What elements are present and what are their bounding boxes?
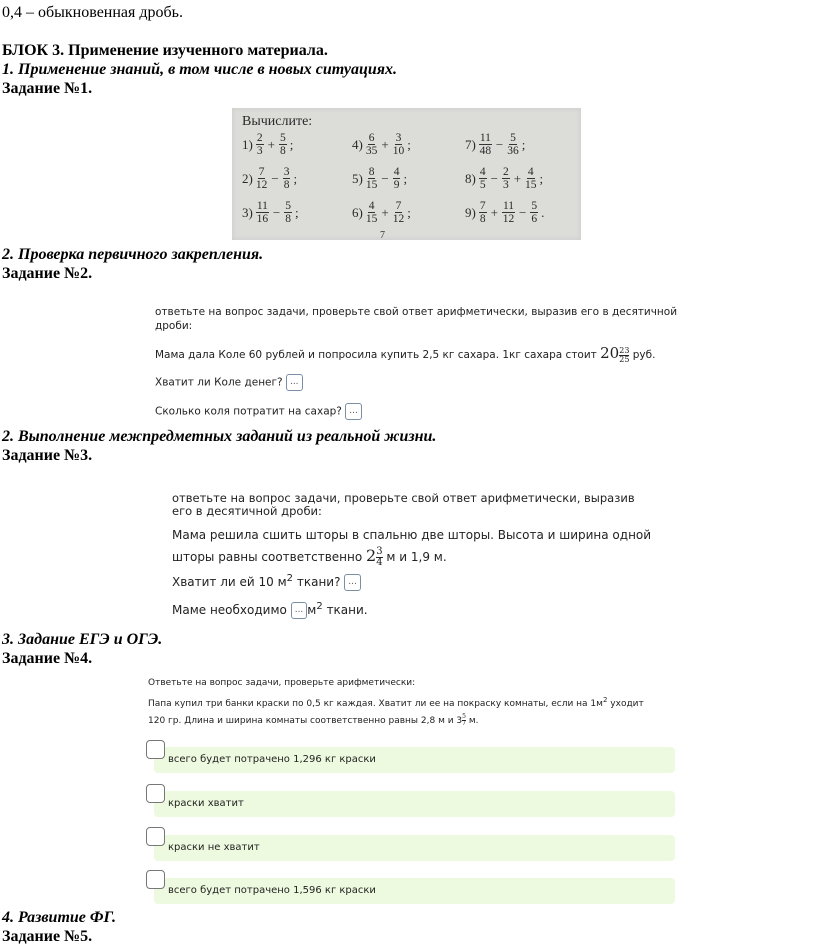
- fraction: [502, 200, 515, 225]
- operator: −: [381, 170, 389, 186]
- width-numerator: 5: [462, 713, 466, 720]
- operator: −: [519, 204, 527, 220]
- task4-text: [148, 675, 644, 730]
- option-label: всего будет потрачено 1,296 кг краски: [168, 754, 376, 765]
- fraction: [479, 166, 487, 191]
- task3-instruction-line2: его в десятичной дроби:: [172, 504, 322, 518]
- numerator: 11: [479, 132, 491, 144]
- task2-problem: [155, 343, 655, 365]
- option-label: всего будет потрачено 1,596 кг краски: [168, 885, 376, 896]
- section3-heading: 2. Выполнение межпредметных заданий из реальной жизни.: [2, 428, 437, 445]
- numerator: 5: [279, 132, 286, 144]
- fraction: [284, 200, 292, 225]
- denominator: 36: [507, 145, 519, 157]
- answer-option[interactable]: [154, 747, 675, 773]
- exercise-number: 4): [352, 136, 363, 152]
- section1-heading: 1. Применение знаний, в том числе в новых ситуациях.: [2, 61, 397, 78]
- answer-input[interactable]: ...: [291, 602, 308, 619]
- punctuation: ;: [521, 136, 526, 152]
- denominator: 3: [256, 145, 263, 157]
- intro-line: 0,4 – обыкновенная дробь.: [2, 4, 183, 21]
- task3-label: Задание №3.: [2, 447, 93, 464]
- fraction: [530, 200, 538, 225]
- exercise-item: [465, 200, 544, 225]
- punctuation: .: [541, 204, 545, 220]
- option-label: краски не хватит: [168, 842, 260, 853]
- numerator: 11: [256, 200, 268, 212]
- denominator: 15: [365, 213, 378, 225]
- denominator: 5: [479, 179, 486, 191]
- denominator: 3: [502, 179, 509, 191]
- operator: −: [271, 170, 279, 186]
- denominator: 8: [283, 179, 290, 191]
- exercise-item: [352, 132, 411, 157]
- section5-heading: 4. Развитие ФГ.: [2, 909, 116, 926]
- width-fraction: [462, 714, 466, 727]
- task4-problem-text: уходит: [610, 699, 644, 709]
- exercise-number: 1): [242, 136, 253, 152]
- exercise-number: 7): [465, 136, 476, 152]
- punctuation: ;: [407, 204, 411, 220]
- denominator: 35: [365, 145, 378, 157]
- task2-question-2: [155, 403, 362, 420]
- fraction: [479, 200, 487, 225]
- exercise-item: [242, 166, 297, 191]
- exercise-number: 5): [352, 170, 363, 186]
- denominator: 6: [531, 213, 538, 225]
- height-fraction: [376, 547, 382, 568]
- denominator: 16: [256, 213, 269, 225]
- exercise-number: 3): [242, 204, 253, 220]
- question-text: Хватит ли Коле денег?: [155, 376, 283, 389]
- exercise-title: Вычислите:: [242, 114, 313, 129]
- exercise-number: 6): [352, 204, 363, 220]
- question-text: Сколько коля потратит на сахар?: [155, 405, 342, 418]
- denominator: 8: [479, 213, 486, 225]
- operator: −: [495, 136, 504, 152]
- denominator: 12: [392, 213, 405, 225]
- numerator: 6: [368, 132, 375, 144]
- operator: +: [490, 204, 498, 220]
- answer-input[interactable]: ...: [286, 374, 303, 391]
- numerator: 3: [283, 166, 290, 178]
- width-denominator: 7: [462, 720, 466, 727]
- punctuation: ;: [407, 136, 411, 152]
- task1-exercise-image: [232, 108, 581, 240]
- exercise-item: [465, 132, 525, 157]
- section4-heading: 3. Задание ЕГЭ и ОГЭ.: [2, 631, 163, 648]
- numerator: 4: [368, 200, 375, 212]
- price-whole: 20: [600, 344, 620, 362]
- fraction: [479, 132, 492, 157]
- task4-problem-text: м.: [468, 716, 479, 726]
- exercise-number: 9): [465, 204, 476, 220]
- task4-instruction: Ответьте на вопрос задачи, проверьте арифметически:: [148, 678, 416, 688]
- denominator: 12: [502, 213, 515, 225]
- task3-problem-text: шторы равны соответственно: [172, 550, 363, 564]
- task3-problem-units: м и 1,9 м.: [386, 550, 447, 564]
- answer-input[interactable]: ...: [344, 574, 361, 591]
- numerator: 8: [368, 166, 375, 178]
- block-title: БЛОК 3. Применение изученного материала.: [2, 42, 328, 59]
- fraction: [502, 166, 510, 191]
- numerator: 5: [510, 132, 516, 144]
- denominator: 8: [279, 145, 286, 157]
- option-checkbox[interactable]: [146, 784, 165, 803]
- question-text: м: [307, 603, 317, 617]
- operator: +: [513, 170, 522, 186]
- fraction: [366, 132, 378, 157]
- option-checkbox[interactable]: [146, 827, 165, 846]
- superscript: 2: [316, 601, 323, 612]
- task3-instruction: [172, 492, 635, 518]
- fraction: [366, 166, 378, 191]
- task3-problem: [172, 527, 651, 568]
- task4-label: Задание №4.: [2, 650, 93, 667]
- denominator: 15: [525, 179, 537, 191]
- section2-heading: 2. Проверка первичного закрепления.: [2, 246, 264, 263]
- fraction: [393, 200, 405, 225]
- answer-option[interactable]: [154, 791, 675, 817]
- task2-instruction-line2: дроби:: [155, 320, 193, 332]
- fraction: [507, 132, 519, 157]
- height-whole: 2: [366, 546, 377, 565]
- punctuation: ;: [295, 204, 299, 220]
- denominator: 9: [393, 179, 400, 191]
- task2-label: Задание №2.: [2, 265, 93, 282]
- numerator: 2: [502, 166, 509, 178]
- exercise-number: 8): [465, 170, 476, 186]
- answer-option[interactable]: [154, 878, 675, 904]
- price-fraction: [619, 347, 629, 364]
- exercise-item: [242, 200, 299, 225]
- task2-instruction: [155, 305, 677, 333]
- task4-problem-text: 120 гр. Длина и ширина комнаты соответственно равны 2,8 м и 3: [148, 716, 463, 726]
- exercise-item: [352, 200, 411, 225]
- task3-question-1: [172, 573, 361, 591]
- numerator: 5: [531, 200, 538, 212]
- fraction: [393, 166, 401, 191]
- fraction: [525, 166, 537, 191]
- question-text: ткани.: [326, 603, 368, 617]
- numerator: 2: [256, 132, 263, 144]
- denominator: 8: [285, 213, 292, 225]
- task5-label: Задание №5.: [2, 928, 93, 945]
- task3-instruction-line1: ответьте на вопрос задачи, проверьте свой ответ арифметически, выразив: [172, 491, 635, 505]
- operator: +: [381, 136, 389, 152]
- denominator: 15: [365, 179, 378, 191]
- numerator: 4: [479, 166, 486, 178]
- numerator: 7: [395, 200, 402, 212]
- height-numerator: 3: [376, 546, 383, 557]
- answer-option[interactable]: [154, 835, 675, 861]
- fraction: [283, 166, 291, 191]
- fraction: [279, 132, 287, 157]
- task3-problem-line1: Мама решила сшить шторы в спальню две шторы. Высота и ширина одной: [172, 528, 652, 542]
- question-text: Хватит ли ей 10 м: [172, 575, 287, 589]
- punctuation: ;: [539, 170, 544, 186]
- numerator: 7: [258, 166, 265, 178]
- denominator: 12: [255, 179, 268, 191]
- numerator: 11: [502, 200, 515, 212]
- task3-question-2: [172, 601, 368, 619]
- fraction: [256, 166, 268, 191]
- fraction: [256, 132, 264, 157]
- task1-label: Задание №1.: [2, 80, 93, 97]
- price-denominator: 25: [619, 354, 630, 364]
- option-checkbox[interactable]: [146, 870, 165, 889]
- denominator: 10: [392, 145, 405, 157]
- denominator: 48: [479, 145, 492, 157]
- operator: +: [267, 136, 275, 152]
- superscript: 2: [602, 696, 608, 704]
- operator: −: [272, 204, 281, 220]
- fraction: [256, 200, 269, 225]
- fraction: [393, 132, 405, 157]
- price-unit: руб.: [632, 349, 656, 361]
- exercise-number: 2): [242, 170, 253, 186]
- question-text: ткани?: [296, 575, 341, 589]
- numerator: 4: [393, 166, 400, 178]
- punctuation: ;: [403, 170, 408, 186]
- numerator: 5: [285, 200, 292, 212]
- answer-input[interactable]: ...: [345, 403, 362, 420]
- numerator: 4: [527, 166, 534, 178]
- numerator: 3: [395, 132, 402, 144]
- task2-problem-text: Мама дала Коле 60 рублей и попросила купить 2,5 кг сахара. 1кг сахара стоит: [155, 349, 597, 361]
- option-checkbox[interactable]: [146, 740, 165, 759]
- operator: +: [381, 204, 389, 220]
- punctuation: ;: [293, 170, 298, 186]
- task4-problem-text: Папа купил три банки краски по 0,5 кг каждая. Хватит ли ее на покраску комнаты, если на 1м: [148, 699, 603, 709]
- page-number: 7: [380, 230, 385, 241]
- exercise-item: [242, 132, 293, 157]
- operator: −: [490, 170, 498, 186]
- height-denominator: 4: [376, 557, 383, 568]
- fraction: [366, 200, 378, 225]
- question-text: Маме необходимо: [172, 603, 287, 617]
- option-label: краски хватит: [168, 798, 244, 809]
- exercise-item: [352, 166, 407, 191]
- numerator: 7: [479, 200, 486, 212]
- price-numerator: 23: [619, 345, 630, 355]
- task2-question-1: [155, 374, 303, 391]
- exercise-item: [465, 166, 543, 191]
- task2-instruction-line1: ответьте на вопрос задачи, проверьте свой ответ арифметически, выразив его в десятичной: [155, 306, 678, 318]
- punctuation: ;: [289, 136, 294, 152]
- superscript: 2: [286, 573, 294, 584]
